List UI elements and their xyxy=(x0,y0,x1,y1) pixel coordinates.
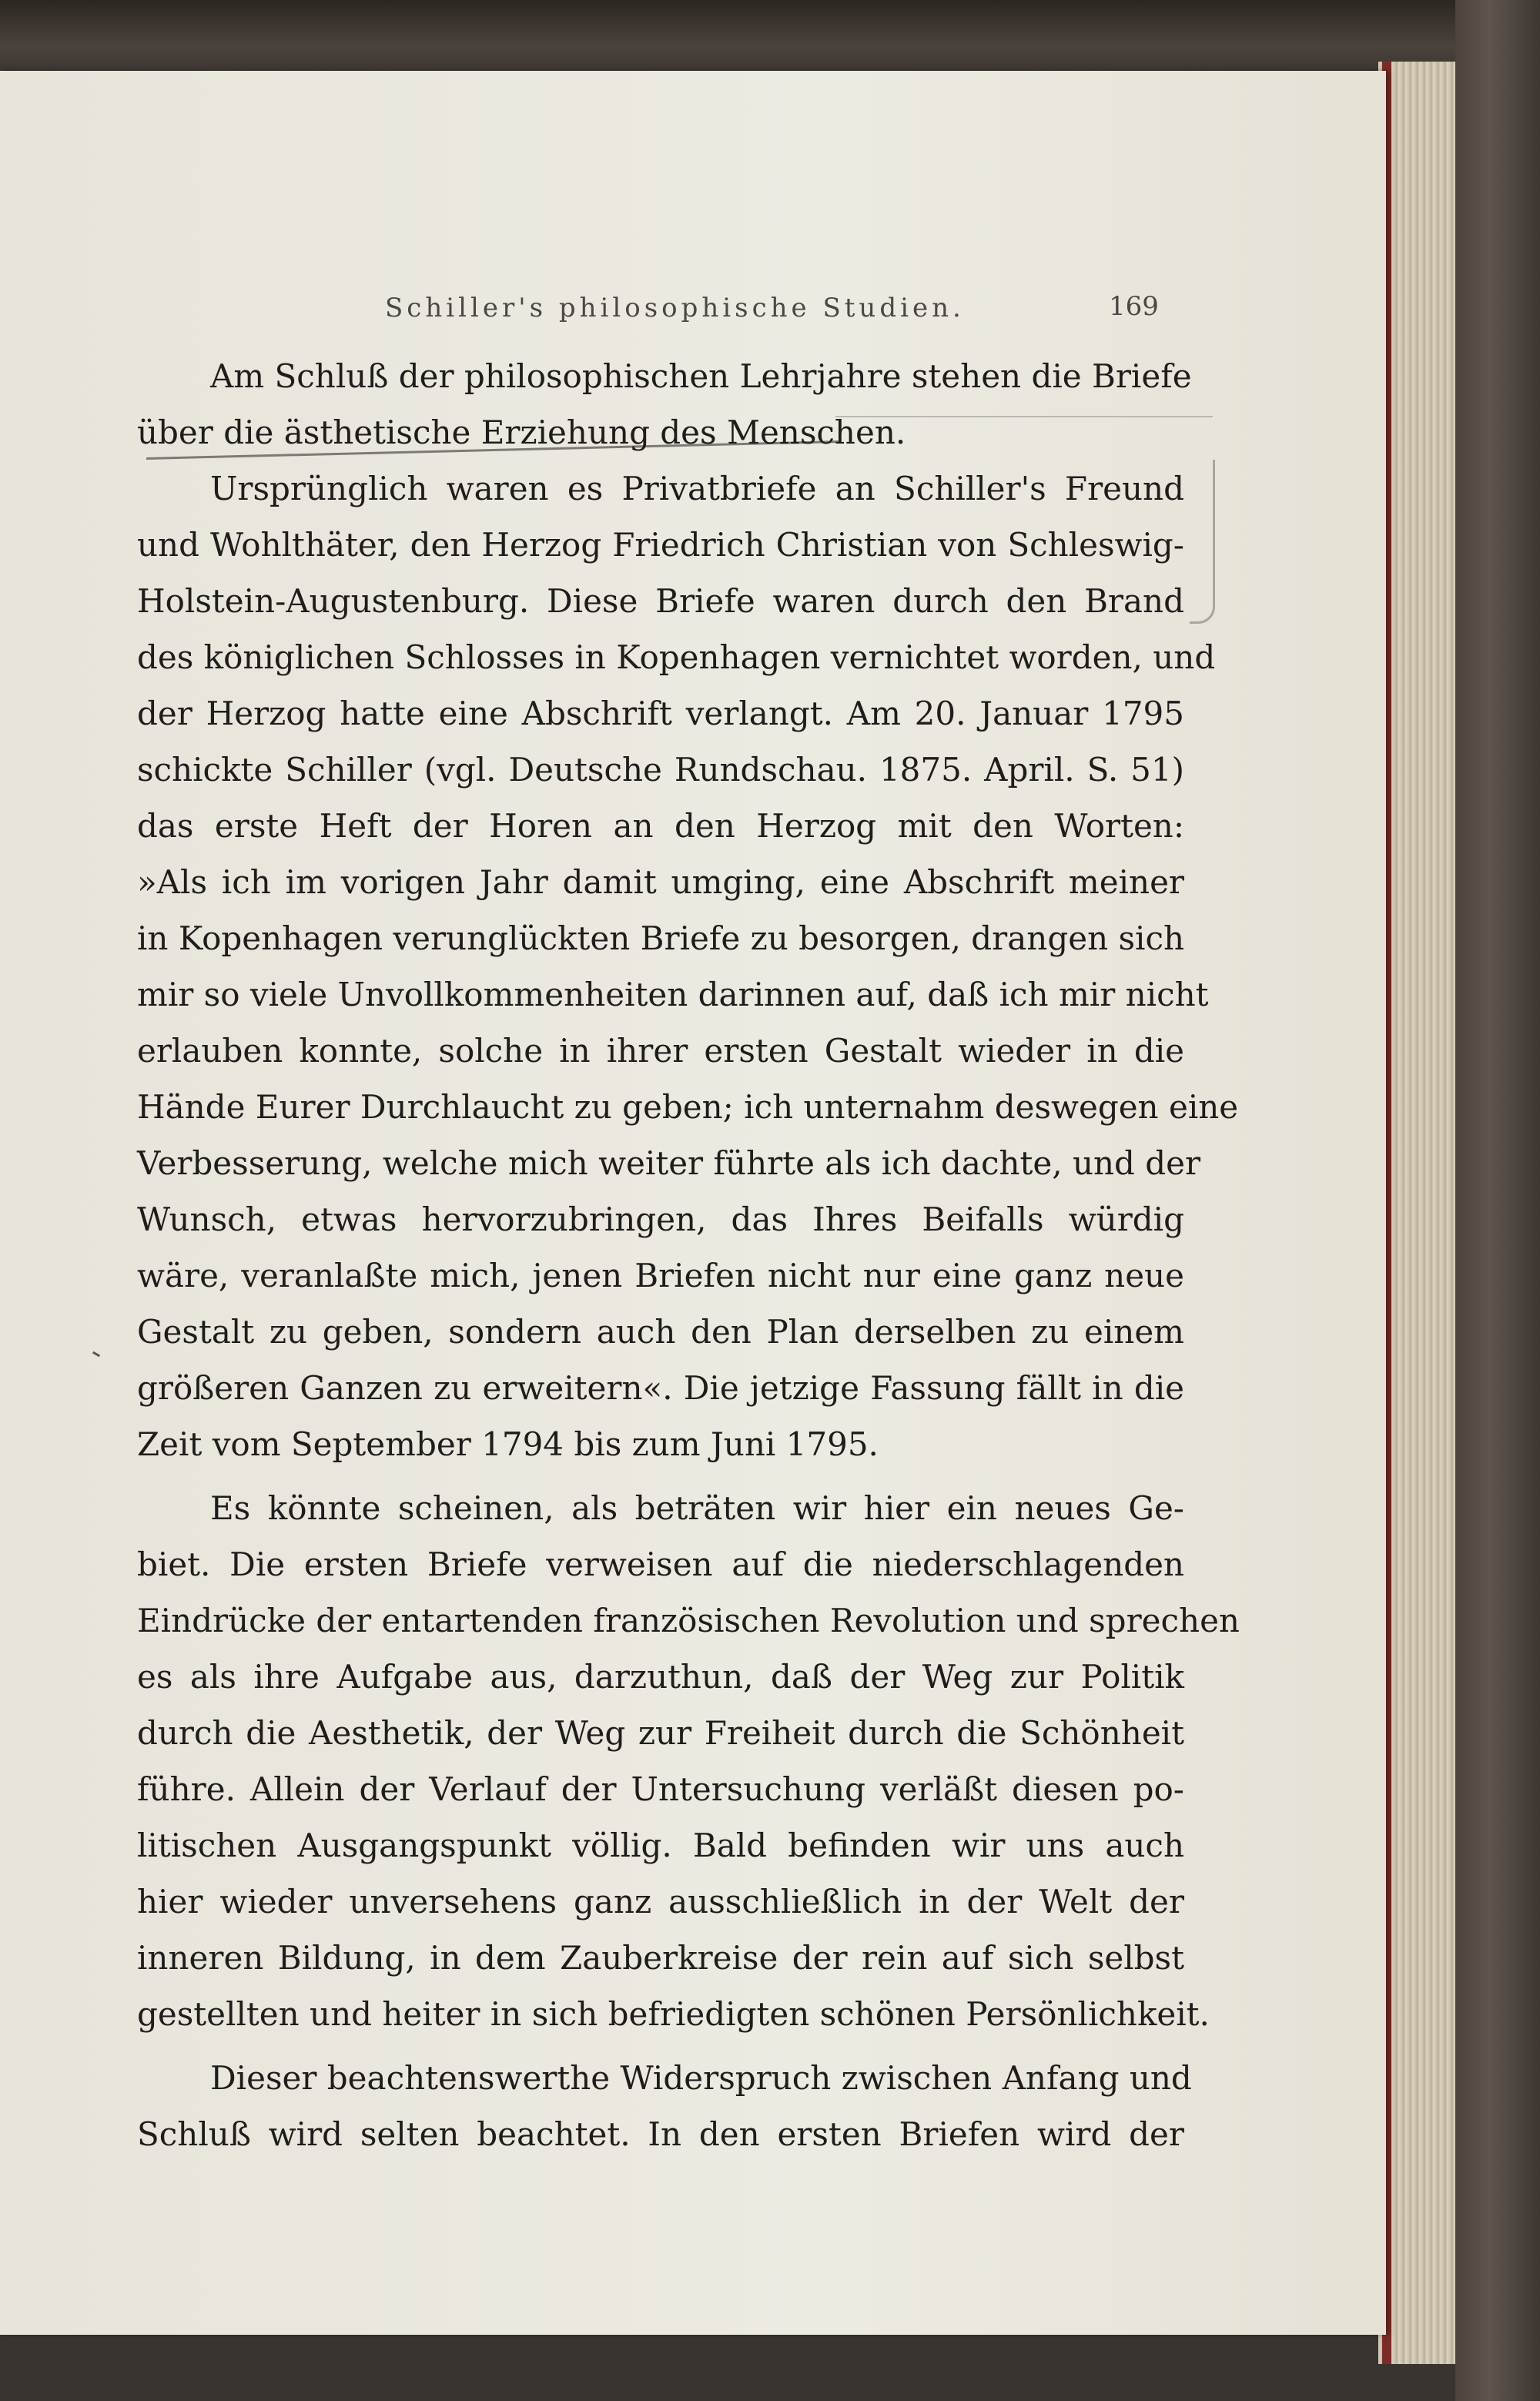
text-line: inneren Bildung, in dem Zauberkreise der rein auf sich selbst xyxy=(137,1939,1184,1977)
text-line: Wunsch, etwas hervorzubringen, das Ihres Beifalls würdig xyxy=(137,1200,1184,1238)
text-line: hier wieder unversehens ganz ausschließlich in der Welt der xyxy=(137,1883,1184,1920)
text-line: litischen Ausgangspunkt völlig. Bald befinden wir uns auch xyxy=(137,1827,1184,1864)
body-text xyxy=(137,348,1240,2162)
text-line: Gestalt zu geben, sondern auch den Plan derselben zu einem xyxy=(137,1313,1184,1351)
text-line: Dieser beachtenswerthe Widerspruch zwischen Anfang und xyxy=(210,2059,1192,2097)
text-line: erlauben konnte, solche in ihrer ersten Gestalt wieder in die xyxy=(137,1032,1184,1070)
text-line: Hände Eurer Durchlaucht zu geben; ich unternahm deswegen eine xyxy=(137,1088,1239,1126)
text-line: mir so viele Unvollkommenheiten darinnen auf, daß ich mir nicht xyxy=(137,976,1209,1013)
text-line: Schluß wird selten beachtet. In den ersten Briefen wird der xyxy=(137,2115,1184,2153)
text-line: und Wohlthäter, den Herzog Friedrich Christian von Schleswig- xyxy=(137,526,1184,564)
text-line: durch die Aesthetik, der Weg zur Freiheit durch die Schönheit xyxy=(137,1714,1184,1752)
text-line: schickte Schiller (vgl. Deutsche Rundschau. 1875. April. S. 51) xyxy=(137,751,1184,789)
running-title: Schiller's philosophische Studien. xyxy=(385,293,965,323)
text-line: in Kopenhagen verunglückten Briefe zu besorgen, drangen sich xyxy=(137,919,1185,957)
text-line: Ursprünglich waren es Privatbriefe an Schiller's Freund xyxy=(210,470,1184,507)
book-cover-right xyxy=(1455,0,1540,2401)
text-line: führe. Allein der Verlauf der Untersuchung verläßt diesen po- xyxy=(137,1770,1184,1808)
text-line: biet. Die ersten Briefe verweisen auf die niederschlagenden xyxy=(137,1545,1184,1583)
pencil-margin-tick xyxy=(92,1351,100,1358)
text-line: über die ästhetische Erziehung des Menschen. xyxy=(137,414,906,451)
page-header xyxy=(0,286,1386,333)
book-cover-top xyxy=(0,0,1540,77)
text-line: Holstein-Augustenburg. Diese Briefe waren durch den Brand xyxy=(137,582,1184,620)
pencil-margin-bracket xyxy=(1190,460,1215,624)
text-line: Eindrücke der entartenden französischen Revolution und sprechen xyxy=(137,1602,1240,1639)
text-line: Am Schluß der philosophischen Lehrjahre stehen die Briefe xyxy=(210,357,1192,395)
text-line: Verbesserung, welche mich weiter führte als ich dachte, und der xyxy=(137,1144,1201,1182)
text-line: Zeit vom September 1794 bis zum Juni 1795. xyxy=(137,1425,879,1463)
text-line: Es könnte scheinen, als beträten wir hier ein neues Ge- xyxy=(210,1489,1184,1527)
text-line: größeren Ganzen zu erweitern«. Die jetzige Fassung fällt in die xyxy=(137,1369,1184,1407)
page-number: 169 xyxy=(1109,291,1159,322)
text-line: es als ihre Aufgabe aus, darzuthun, daß der Weg zur Politik xyxy=(137,1658,1184,1696)
text-line: »Als ich im vorigen Jahr damit umging, eine Abschrift meiner xyxy=(137,863,1184,901)
text-line: gestellten und heiter in sich befriedigten schönen Persönlichkeit. xyxy=(137,1995,1210,2033)
text-line: wäre, veranlaßte mich, jenen Briefen nicht nur eine ganz neue xyxy=(137,1257,1184,1294)
text-line: der Herzog hatte eine Abschrift verlangt. Am 20. Januar 1795 xyxy=(137,695,1184,732)
text-line: des königlichen Schlosses in Kopenhagen vernichtet worden, und xyxy=(137,638,1216,676)
book-page xyxy=(0,71,1386,2335)
text-line: das erste Heft der Horen an den Herzog mit den Worten: xyxy=(137,807,1184,845)
